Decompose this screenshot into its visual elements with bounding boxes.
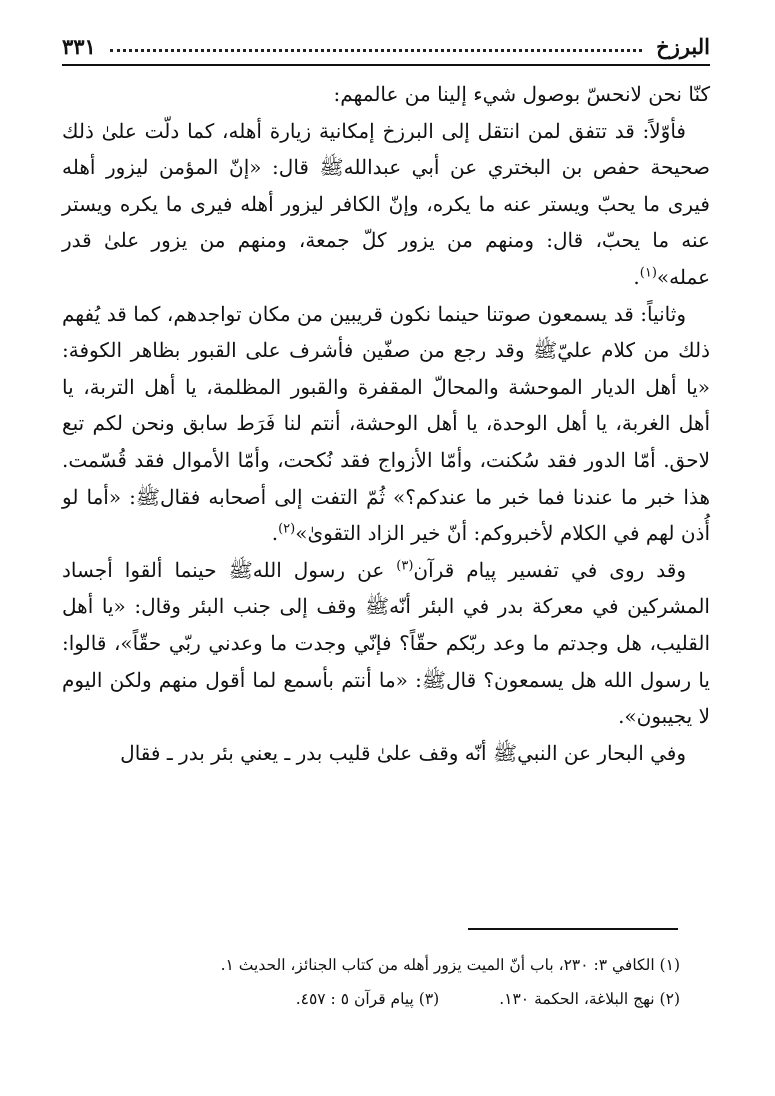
- paragraph-2: [62, 113, 710, 296]
- paragraph-2-end: .: [633, 264, 640, 289]
- paragraph-4: [62, 552, 710, 735]
- main-text: [62, 76, 710, 771]
- footnote-1: (١) الكافي ٣: ٢٣٠، باب أنّ الميت يزور أهله من كتاب الجنائز، الحديث ١.: [220, 956, 680, 974]
- footnote-3: (٣) پيام قرآن ٥ : ٤٥٧.: [295, 990, 440, 1008]
- paragraph-3-text: وثانياً: قد يسمعون صوتنا حينما نكون قريبين من مكان تواجدهم، كما قد يُفهم ذلك من كلام عليّ‏ﷺ وقد رجع من صفّين فأشرف على القبور بظاهر الكوفة: «يا أهل الديار الموحشة والمحالّ المقفرة والقبور المظلمة، يا أهل التربة، يا أهل الغربة، يا أهل الوحدة، يا أهل الوحشة، أنتم لنا فَرَط سابق ونحن لكم تبع لاحق. أمّا الدور فقد سُكنت، وأمّا الأزواج فقد نُكحت، وأمّا الأموال فقد قُسّمت. هذا خبر ما عندنا فما خبر ما عندكم؟» ثُمّ التفت إلى أصحابه فقال‏ﷺ: «أما لو أُذن لهم في الكلام لأخبروكم: أنّ خير الزاد التقوىٰ»: [62, 301, 710, 546]
- footnote-ref-1[interactable]: (١): [639, 265, 657, 281]
- footnote-ref-3[interactable]: (٣): [396, 558, 414, 574]
- footnote-ref-2[interactable]: (٢): [278, 521, 296, 537]
- footnote-2: (٢) نهج البلاغة، الحكمة ١٣٠.: [499, 990, 680, 1008]
- running-header: [62, 28, 710, 66]
- paragraph-2-text: فأوّلاً: قد تتفق لمن انتقل إلى البرزخ إمكانية زيارة أهله، كما دلّت علىٰ ذلك صحيحة حفص بن البختري عن أبي عبدالله‏ﷺ قال: «إنّ المؤمن ليزور أهله فيرى ما يحبّ ويستر عنه ما يكره، وإنّ الكافر ليزور أهله فيرى ما يكره ويستر عنه ما يحبّ، قال: ومنهم من يزور كلّ جمعة، ومنهم من يزور علىٰ قدر عمله»: [62, 118, 710, 289]
- paragraph-1: كنّا نحن لانحسّ بوصول شيء إلينا من عالمهم:: [333, 82, 710, 106]
- paragraph-4-start: وقد روى في تفسير پيام قرآن: [413, 557, 686, 582]
- paragraph-3: [62, 296, 710, 552]
- footnote-row-2: [100, 982, 680, 1016]
- dotted-leader: [110, 49, 642, 52]
- footnote-separator: [468, 928, 678, 930]
- chapter-title: البرزخ: [656, 33, 710, 59]
- footnotes: [100, 948, 680, 1016]
- page-number: ٣٣١: [62, 33, 96, 59]
- paragraph-4-rest: عن رسول الله‏ﷺ حينما ألقوا أجساد المشركين في معركة بدر في البئر أنّه‏ﷺ وقف إلى جنب البئر وقال: «يا أهل القليب، هل وجدتم ما وعد ربّكم حقّاً؟ فإنّي وجدت ما وعدني ربّي حقّاً»، قالوا: يا رسول الله هل يسمعون؟ قال‏ﷺ: «ما أنتم بأسمع لما أقول منهم ولكن اليوم لا يجيبون».: [62, 557, 710, 729]
- paragraph-3-end: .: [271, 521, 279, 546]
- paragraph-5: وفي البحار عن النبي‏ﷺ أنّه وقف علىٰ قليب بدر ـ يعني بئر بدر ـ فقال: [120, 740, 686, 765]
